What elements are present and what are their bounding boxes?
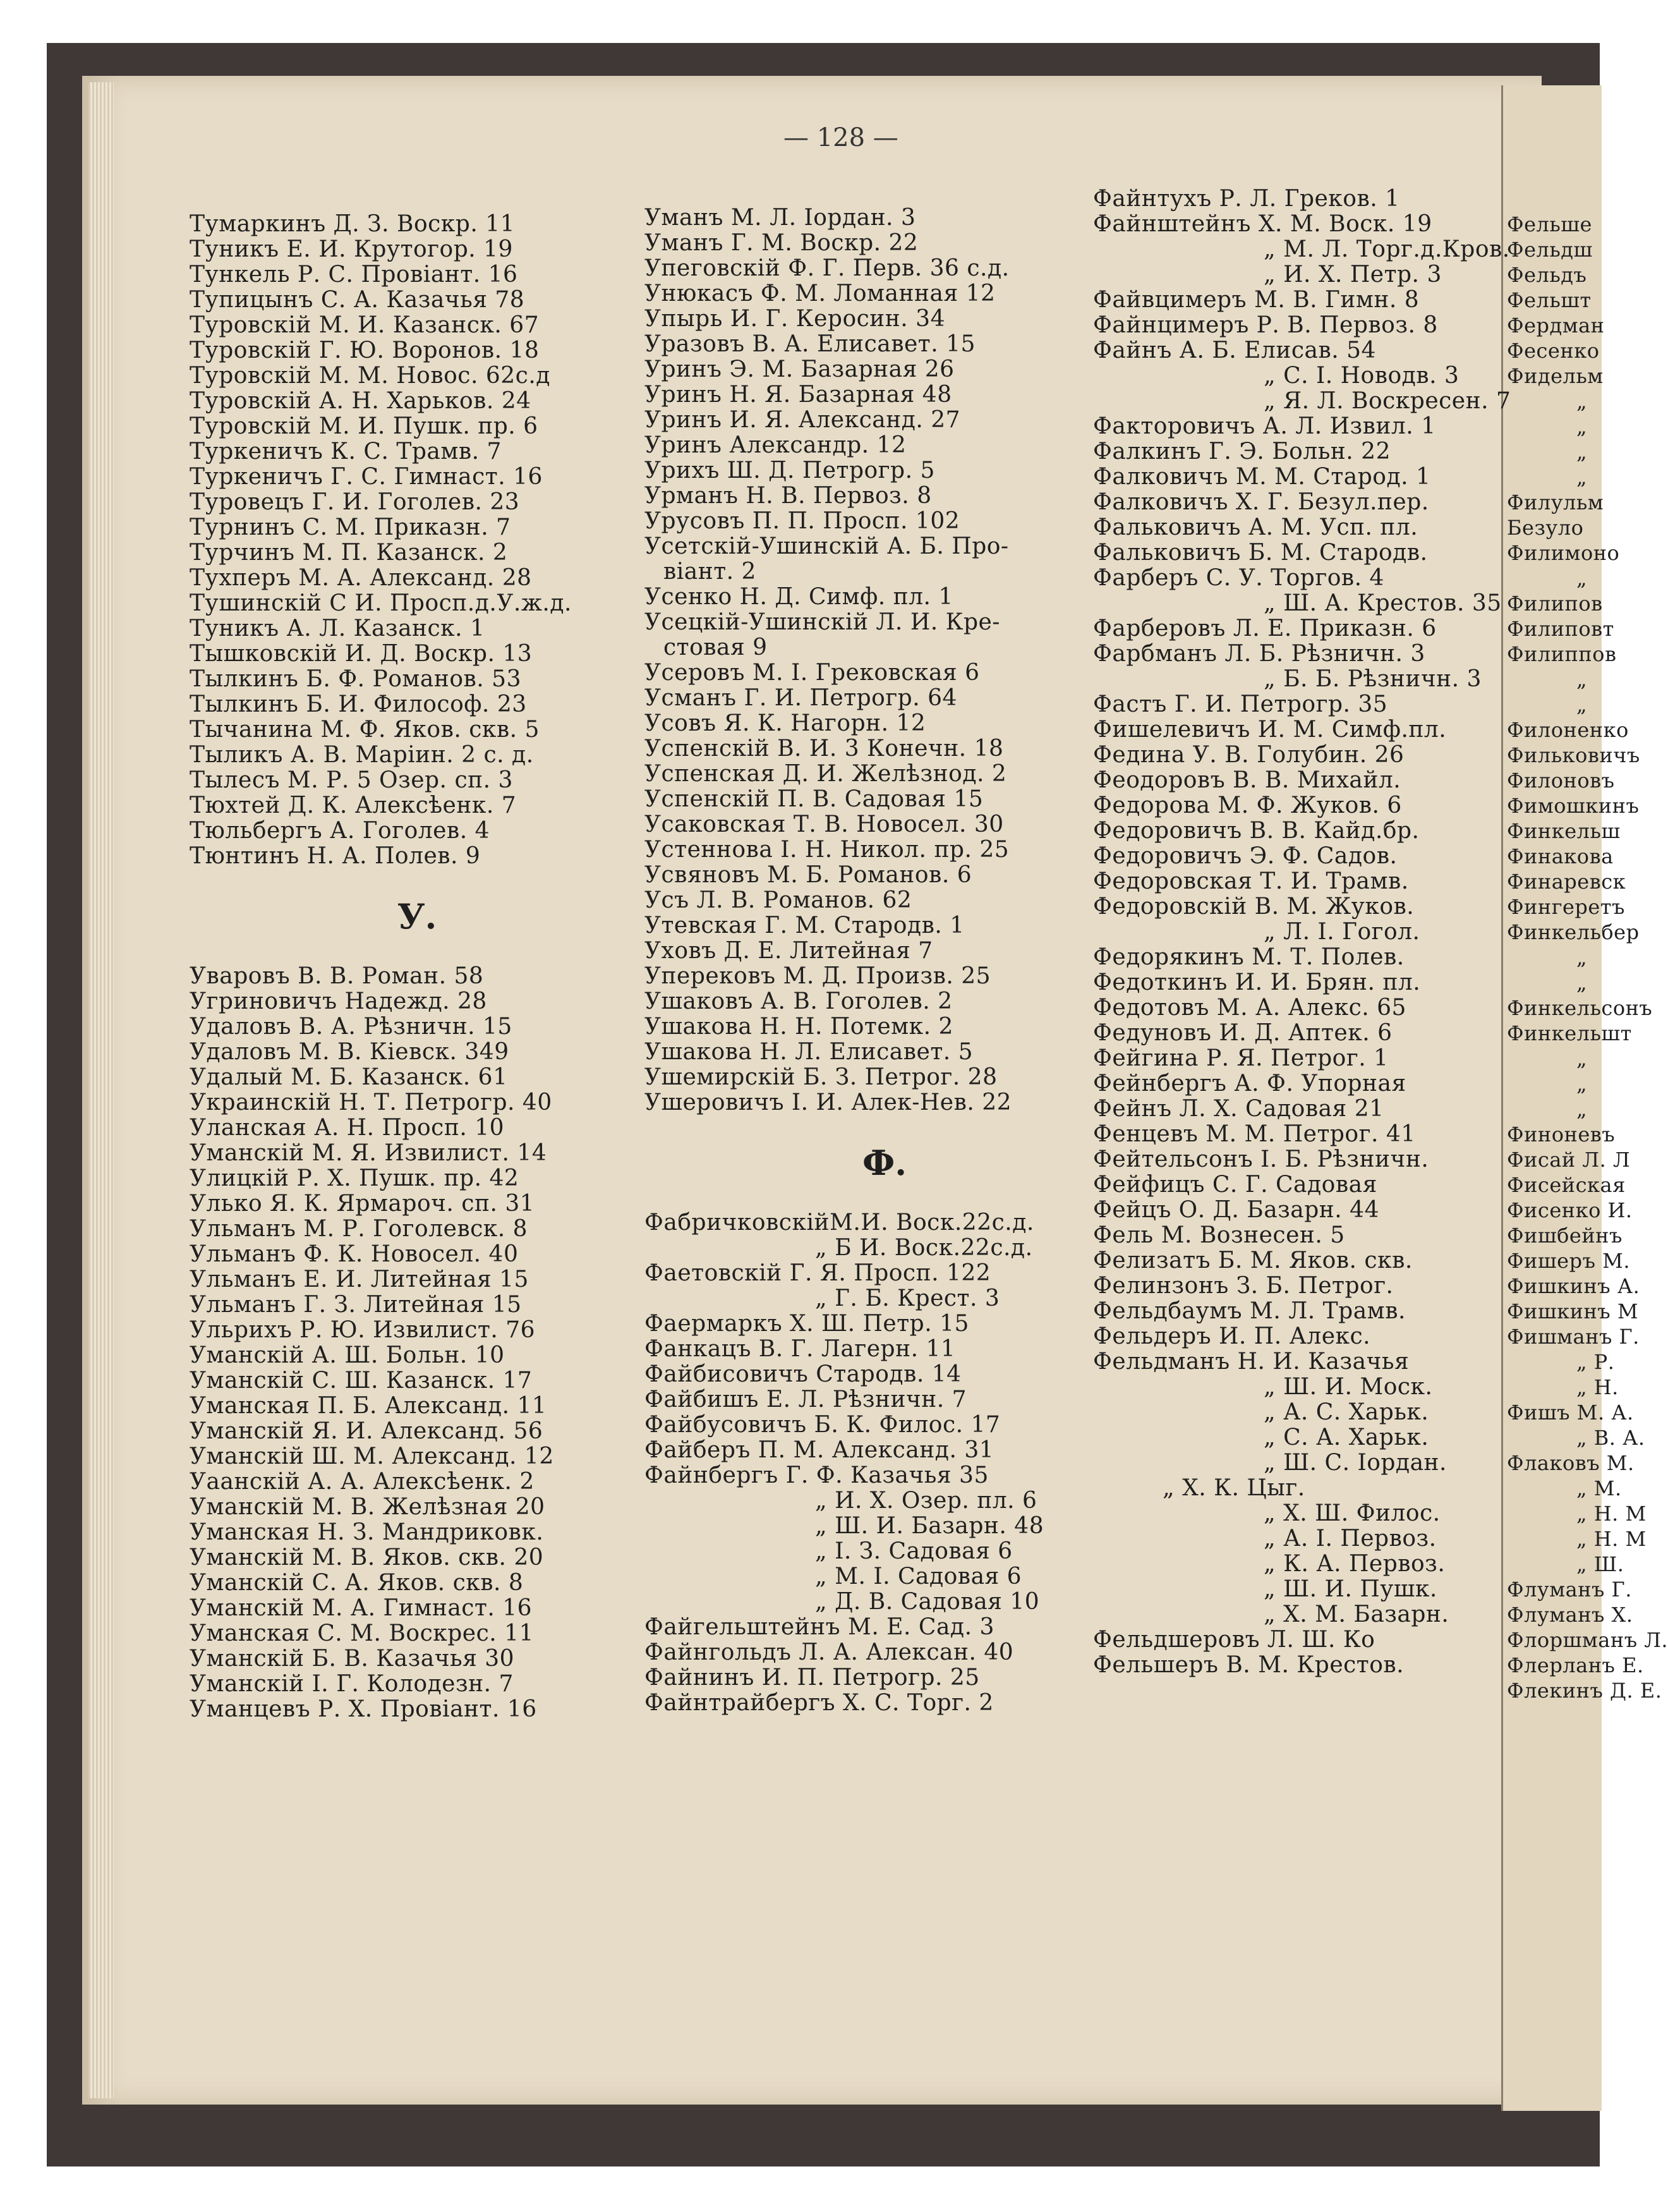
directory-entry: Фейтельсонъ І. Б. Рѣзничн. (1093, 1146, 1429, 1172)
directory-entry: Уланская А. Н. Просп. 10 (190, 1115, 505, 1141)
directory-entry: Фель М. Вознесен. 5 (1093, 1222, 1345, 1248)
directory-entry: Безуло (1507, 516, 1584, 540)
directory-entry: „ Р. (1576, 1350, 1615, 1374)
directory-entry: Ульманъ Е. И. Литейная 15 (190, 1267, 529, 1292)
column-2 (644, 205, 1125, 1716)
directory-entry: Фастъ Г. И. Петрогр. 35 (1093, 691, 1388, 717)
directory-entry: „ (1576, 566, 1588, 590)
directory-entry: „ (1576, 1097, 1588, 1121)
directory-entry: Уманскій С. А. Яков. скв. 8 (190, 1570, 524, 1596)
directory-entry: Фельше (1507, 212, 1592, 236)
directory-entry: Флуманъ Г. (1507, 1577, 1632, 1601)
directory-entry: Фельшеръ В. М. Крестов. (1093, 1652, 1405, 1678)
directory-entry: Упырь И. Г. Керосин. 34 (644, 306, 945, 332)
directory-entry: Фальковичъ Б. М. Стародв. (1093, 540, 1428, 566)
directory-entry: Фарберъ С. У. Торгов. 4 (1093, 565, 1384, 591)
directory-entry: Улицкій Р. Х. Пушк. пр. 42 (190, 1165, 519, 1191)
directory-entry: Файнъ А. Б. Елисав. 54 (1093, 337, 1376, 363)
directory-entry: Фалкинъ Г. Э. Больн. 22 (1093, 439, 1391, 465)
directory-entry: Фаермаркъ Х. Ш. Петр. 15 (644, 1311, 969, 1337)
directory-entry: Туровскій М. И. Казанск. 67 (190, 312, 540, 338)
directory-entry: Уманскій С. Ш. Казанск. 17 (190, 1368, 533, 1394)
directory-entry: „ Ш. И. Базарн. 48 (815, 1513, 1044, 1539)
directory-entry: Фишеръ М. (1507, 1249, 1631, 1273)
directory-entry: Фейгина Р. Я. Петрог. 1 (1093, 1045, 1389, 1071)
directory-entry: Урусовъ П. П. Просп. 102 (644, 508, 960, 534)
directory-entry: Файбусовичъ Б. К. Филос. 17 (644, 1412, 1001, 1438)
directory-entry: Фарберовъ Л. Е. Приказн. 6 (1093, 616, 1437, 641)
directory-entry: Уринъ Н. Я. Базарная 48 (644, 382, 952, 408)
directory-entry: „ М. І. Садовая 6 (815, 1564, 1022, 1589)
directory-entry: Ушеровичъ І. И. Алек-Нев. 22 (644, 1090, 1012, 1115)
directory-entry: Фанкацъ В. Г. Лагерн. 11 (644, 1336, 956, 1362)
directory-entry: Усецкій-Ушинскій Л. И. Кре- (644, 609, 1000, 635)
directory-entry: „ Ш. С. Іордан. (1264, 1450, 1447, 1476)
directory-entry: Успенскій П. В. Садовая 15 (644, 786, 984, 812)
page-number: — 128 — (783, 123, 898, 152)
directory-entry: Федорова М. Ф. Жуков. 6 (1093, 793, 1402, 818)
directory-entry: Усвяновъ М. Б. Романов. 6 (644, 862, 972, 888)
directory-entry: Филоненко (1507, 718, 1629, 742)
entries-f (644, 1210, 1125, 1716)
directory-entry: Уманская П. Б. Александ. 11 (190, 1393, 547, 1419)
directory-entry: Тюнтинъ Н. А. Полев. 9 (190, 843, 481, 869)
directory-entry: Уринъ Александр. 12 (644, 432, 907, 458)
directory-entry: „ Н. М (1576, 1502, 1647, 1526)
directory-entry: Удалый М. Б. Казанск. 61 (190, 1064, 508, 1090)
directory-entry: Ушаковъ А. В. Гоголев. 2 (644, 988, 953, 1014)
directory-entry: Усетскій-Ушинскій А. Б. Про- (644, 533, 1009, 559)
directory-entry: Филиповт (1507, 617, 1614, 641)
directory-entry: Фельдбаумъ М. Л. Трамв. (1093, 1298, 1406, 1324)
directory-entry: „ С. І. Новодв. 3 (1264, 363, 1460, 389)
directory-entry: Турнинъ С. М. Приказн. 7 (190, 514, 511, 540)
directory-entry: „ (1576, 440, 1588, 464)
directory-entry: Фальковичъ А. М. Усп. пл. (1093, 514, 1418, 540)
directory-entry: Фишелевичъ И. М. Симф.пл. (1093, 717, 1447, 743)
directory-entry: Тушинскій С И. Просп.д.У.ж.д. (190, 590, 572, 616)
directory-entry: Уманскій А. Ш. Больн. 10 (190, 1342, 505, 1368)
directory-entry: Федоровскій В. М. Жуков. (1093, 894, 1415, 920)
section-letter-f: Ф. (862, 1143, 907, 1183)
directory-entry: Уманскій І. Г. Колодезн. 7 (190, 1671, 514, 1697)
directory-entry: Финаревск (1507, 870, 1626, 894)
directory-entry: Флекинъ Д. Е. (1507, 1679, 1662, 1703)
directory-entry: Фейцъ О. Д. Базарн. 44 (1093, 1197, 1379, 1223)
directory-entry: Тылесъ М. Р. 5 Озер. сп. 3 (190, 767, 513, 793)
directory-entry: Фимошкинъ (1507, 794, 1640, 818)
directory-entry: Фишманъ Г. (1507, 1325, 1640, 1349)
directory-entry: Флаковъ М. (1507, 1451, 1635, 1475)
directory-entry: „ Б. Б. Рѣзничн. 3 (1264, 666, 1482, 692)
directory-entry: „ И. Х. Озер. пл. 6 (815, 1488, 1037, 1514)
directory-entry: Ушакова Н. Н. Потемк. 2 (644, 1014, 953, 1040)
directory-entry: Уманъ Г. М. Воскр. 22 (644, 230, 919, 256)
directory-entry: Фалковичъ Х. Г. Безул.пер. (1093, 489, 1429, 515)
directory-entry: „ Х. Ш. Филос. (1264, 1500, 1441, 1526)
directory-entry: Фейнбергъ А. Ф. Упорная (1093, 1071, 1406, 1097)
directory-entry: Тыликъ А. В. Маріин. 2 с. д. (190, 742, 534, 768)
directory-entry: Туровскій М. М. Новос. 62с.д (190, 363, 550, 389)
directory-entry: Тылкинъ Б. И. Философ. 23 (190, 691, 527, 717)
directory-entry: Тычанина М. Ф. Яков. скв. 5 (190, 717, 540, 743)
directory-entry: Тюхтей Д. К. Алексѣенк. 7 (190, 793, 517, 818)
directory-entry: Фельшт (1507, 288, 1592, 312)
directory-entry: Федоровская Т. И. Трамв. (1093, 868, 1409, 894)
directory-entry: „ А. І. Первоз. (1264, 1526, 1437, 1552)
directory-entry: „ Г. Б. Крест. 3 (815, 1285, 1000, 1311)
directory-entry: Федина У. В. Голубин. 26 (1093, 742, 1405, 768)
directory-entry: Уманская Н. З. Мандриковк. (190, 1519, 544, 1545)
directory-entry: Филипов (1507, 592, 1603, 616)
directory-entry: Федоровичъ Э. Ф. Садов. (1093, 843, 1398, 869)
directory-entry: „ Ш. А. Крестов. 35 (1264, 590, 1502, 616)
entries-u (190, 964, 644, 1722)
directory-entry: Фишбейнъ (1507, 1224, 1623, 1248)
directory-entry: Ульманъ Ф. К. Новосел. 40 (190, 1241, 519, 1267)
directory-entry: Урманъ Н. В. Первоз. 8 (644, 483, 932, 509)
directory-entry: Урихъ Ш. Д. Петрогр. 5 (644, 458, 935, 483)
directory-entry: Уманскій М. А. Гимнаст. 16 (190, 1595, 533, 1621)
entries-t (190, 212, 644, 869)
directory-entry: Ульманъ М. Р. Гоголевск. 8 (190, 1216, 528, 1242)
directory-entry: Фельдшеровъ Л. Ш. Ко (1093, 1627, 1375, 1653)
directory-entry: „ Н. (1576, 1375, 1619, 1399)
directory-entry: Тумаркинъ Д. З. Воскр. 11 (190, 211, 516, 237)
directory-entry: Фельдш (1507, 238, 1593, 262)
entries-f-continued (1093, 186, 1511, 1678)
directory-entry: Файнцимеръ Р. В. Первоз. 8 (1093, 312, 1438, 338)
directory-entry: „ (1576, 415, 1588, 439)
directory-entry: „ (1576, 465, 1588, 489)
directory-entry: Фельдеръ И. П. Алекс. (1093, 1323, 1371, 1349)
directory-entry: Федоткинъ И. И. Брян. пл. (1093, 969, 1421, 995)
column-3 (1093, 186, 1511, 1678)
directory-entry: Фейфицъ С. Г. Садовая (1093, 1172, 1377, 1198)
directory-entry: Тухперъ М. А. Александ. 28 (190, 565, 532, 591)
directory-entry: Фельдъ (1507, 263, 1587, 287)
directory-entry: Украинскій Н. Т. Петрогр. 40 (190, 1090, 552, 1115)
directory-entry: Удаловъ В. А. Рѣзничн. 15 (190, 1014, 512, 1040)
directory-entry: Файбисовичъ Стародв. 14 (644, 1361, 962, 1387)
directory-entry: Туровецъ Г. И. Гоголев. 23 (190, 489, 520, 515)
directory-entry: Файбишъ Е. Л. Рѣзничн. 7 (644, 1387, 967, 1413)
directory-entry: „ (1576, 667, 1588, 691)
directory-entry: „ Я. Л. Воскресен. 7 (1264, 388, 1511, 414)
directory-entry: Фисейская (1507, 1173, 1626, 1197)
directory-entry: Фарбманъ Л. Б. Рѣзничн. 3 (1093, 641, 1425, 667)
directory-entry: Тышковскій И. Д. Воскр. 13 (190, 641, 533, 667)
directory-entry: стовая 9 (663, 635, 768, 660)
directory-entry: Файнбергъ Г. Ф. Казачья 35 (644, 1462, 989, 1488)
directory-entry: Фишкинъ А. (1507, 1274, 1640, 1298)
directory-entry: Фалковичъ М. М. Старод. 1 (1093, 464, 1431, 490)
entries-u-continued (644, 205, 1125, 1115)
directory-entry: „ Ш. И. Пушк. (1264, 1576, 1437, 1602)
directory-entry: Файвцимеръ М. В. Гимн. 8 (1093, 287, 1420, 313)
directory-entry: Утевская Г. М. Стародв. 1 (644, 913, 965, 939)
directory-entry: Уманскій Я. И. Александ. 56 (190, 1418, 543, 1444)
directory-entry: „ Б И. Воск.22с.д. (815, 1235, 1033, 1261)
column-1 (190, 212, 644, 1722)
directory-entry: Фишъ М. А. (1507, 1401, 1634, 1425)
directory-entry: Тылкинъ Б. Ф. Романов. 53 (190, 666, 521, 692)
directory-entry: Филульм (1507, 490, 1604, 514)
directory-entry: „ Л. І. Гогол. (1264, 919, 1420, 945)
directory-entry: „ М. Л. Торг.д.Кров. (1264, 236, 1510, 262)
directory-entry: Фесенко (1507, 339, 1600, 363)
directory-entry: „ (1576, 693, 1588, 717)
directory-entry: „ (1576, 971, 1588, 995)
page-edge (88, 82, 114, 2098)
entries-next-page (1507, 212, 1668, 1703)
directory-entry: Тункель Р. С. Провіант. 16 (190, 262, 518, 288)
directory-entry: „ Н. М (1576, 1527, 1647, 1551)
directory-entry: Туникъ А. Л. Казанск. 1 (190, 616, 485, 641)
directory-entry: Туникъ Е. И. Крутогор. 19 (190, 236, 513, 262)
directory-entry: „ С. А. Харьк. (1264, 1425, 1429, 1450)
directory-entry: „ Ш. (1576, 1552, 1624, 1576)
directory-entry: „ Х. М. Базарн. (1264, 1601, 1449, 1627)
directory-entry: Фейнъ Л. Х. Садовая 21 (1093, 1096, 1384, 1122)
directory-entry: Уманскій М. В. Желѣзная 20 (190, 1494, 545, 1520)
directory-entry: Филимоно (1507, 541, 1620, 565)
directory-entry: Фингеретъ (1507, 895, 1625, 919)
directory-entry: Уаанскій А. А. Алексѣенк. 2 (190, 1469, 535, 1495)
directory-entry: Тюльбергъ А. Гоголев. 4 (190, 818, 490, 844)
directory-entry: „ К. А. Первоз. (1264, 1551, 1446, 1577)
directory-entry: Фаетовскій Г. Я. Просп. 122 (644, 1260, 991, 1286)
directory-entry: Филоновъ (1507, 769, 1615, 793)
directory-entry: Феодоровъ В. В. Михайл. (1093, 767, 1401, 793)
directory-entry: Усъ Л. В. Романов. 62 (644, 887, 912, 913)
directory-entry: Фисай Л. Л (1507, 1148, 1631, 1172)
directory-entry: Уманцевъ Р. Х. Провіант. 16 (190, 1696, 537, 1722)
directory-entry: Фельдманъ Н. И. Казачья (1093, 1349, 1410, 1375)
directory-entry: Фердман (1507, 313, 1605, 337)
directory-entry: Финоневъ (1507, 1122, 1616, 1146)
directory-entry: „ А. С. Харьк. (1264, 1399, 1429, 1425)
directory-entry: ФабричковскійМ.И. Воск.22с.д. (644, 1210, 1034, 1236)
directory-entry: Усовъ Я. К. Нагорн. 12 (644, 710, 926, 736)
directory-entry: Финкельсонъ (1507, 996, 1653, 1020)
directory-entry: Уховъ Д. Е. Литейная 7 (644, 938, 933, 964)
directory-entry: „ И. Х. Петр. 3 (1264, 262, 1442, 288)
directory-entry: Фишкинъ М (1507, 1299, 1639, 1323)
directory-entry: Фильковичъ (1507, 743, 1640, 767)
directory-entry: Фидельм (1507, 364, 1604, 388)
directory-entry: Файберъ П. М. Александ. 31 (644, 1437, 994, 1463)
directory-entry: Уринъ И. Я. Александ. 27 (644, 407, 961, 433)
directory-entry: Уваровъ В. В. Роман. 58 (190, 963, 484, 989)
directory-entry: „ (1576, 389, 1588, 413)
directory-entry: Турчинъ М. П. Казанск. 2 (190, 540, 508, 566)
directory-entry: Фенцевъ М. М. Петрог. 41 (1093, 1121, 1416, 1147)
directory-entry: Фелизатъ Б. М. Яков. скв. (1093, 1248, 1413, 1273)
directory-entry: Угриновичъ Надежд. 28 (190, 988, 487, 1014)
directory-entry: віант. 2 (663, 559, 756, 585)
directory-entry: Успенскій В. И. 3 Конечн. 18 (644, 736, 1004, 762)
directory-entry: Уманская С. М. Воскрес. 11 (190, 1620, 534, 1646)
directory-entry: Федоровичъ В. В. Кайд.бр. (1093, 818, 1420, 844)
directory-entry: Финкельбер (1507, 920, 1640, 944)
directory-entry: Усенко Н. Д. Симф. пл. 1 (644, 584, 953, 610)
directory-entry: Ушакова Н. Л. Елисавет. 5 (644, 1039, 974, 1065)
directory-entry: Уманъ М. Л. Іордан. 3 (644, 205, 916, 231)
directory-entry: Федорякинъ М. Т. Полев. (1093, 944, 1405, 970)
directory-entry: Ульманъ Г. З. Литейная 15 (190, 1292, 522, 1318)
directory-entry: Файнтухъ Р. Л. Греков. 1 (1093, 186, 1400, 212)
directory-entry: Флерланъ Е. (1507, 1653, 1644, 1677)
directory-entry: „ (1576, 945, 1588, 969)
directory-entry: Уманскій Б. В. Казачья 30 (190, 1646, 515, 1672)
directory-entry: Флоршманъ Л. (1507, 1628, 1668, 1652)
directory-entry: Финкельшт (1507, 1021, 1632, 1045)
directory-entry: Федуновъ И. Д. Аптек. 6 (1093, 1020, 1393, 1046)
directory-entry: Уманскій М. В. Яков. скв. 20 (190, 1545, 544, 1571)
directory-entry: Файнгольдъ Л. А. Алексан. 40 (644, 1639, 1014, 1665)
directory-entry: Успенская Д. И. Желѣзнод. 2 (644, 761, 1007, 787)
directory-entry: Улько Я. К. Ярмароч. сп. 31 (190, 1191, 535, 1217)
section-letter-u: У. (397, 896, 437, 937)
directory-entry: Усаковская Т. В. Новосел. 30 (644, 811, 1004, 837)
directory-entry: Усманъ Г. И. Петрогр. 64 (644, 685, 957, 711)
directory-entry: Фелинзонъ З. Б. Петрог. (1093, 1273, 1394, 1299)
directory-entry: „ Ш. И. Моск. (1264, 1374, 1433, 1400)
directory-entry: „ В. А. (1576, 1426, 1645, 1450)
directory-entry: Ульрихъ Р. Ю. Извилист. 76 (190, 1317, 536, 1343)
directory-entry: „ І. З. Садовая 6 (815, 1538, 1013, 1564)
directory-entry: Туровскій А. Н. Харьков. 24 (190, 388, 531, 414)
directory-entry: „ (1576, 1047, 1588, 1071)
directory-entry: Финакова (1507, 844, 1614, 868)
directory-entry: Факторовичъ А. Л. Извил. 1 (1093, 413, 1436, 439)
directory-entry: Уринъ Э. М. Базарная 26 (644, 356, 955, 382)
column-4-partial (1507, 212, 1668, 1703)
directory-entry: „ (1576, 1072, 1588, 1096)
directory-entry: Файнинъ И. П. Петрогр. 25 (644, 1665, 980, 1691)
directory-entry: Уразовъ В. А. Елисавет. 15 (644, 331, 976, 357)
directory-entry: Усеровъ М. І. Грековская 6 (644, 660, 980, 686)
directory-entry: Туркеничъ К. С. Трамв. 7 (190, 439, 502, 465)
directory-entry: Файнштейнъ Х. М. Воск. 19 (1093, 211, 1432, 237)
directory-entry: „ Х. К. Цыг. (1163, 1475, 1305, 1501)
directory-entry: Унюкасъ Ф. М. Ломанная 12 (644, 281, 996, 307)
directory-entry: Устеннова І. Н. Никол. пр. 25 (644, 837, 1010, 863)
directory-entry: „ М. (1576, 1476, 1622, 1500)
directory-entry: Уманскій Ш. М. Александ. 12 (190, 1443, 554, 1469)
directory-entry: Туровскій Г. Ю. Воронов. 18 (190, 337, 540, 363)
directory-entry: Туровскій М. И. Пушк. пр. 6 (190, 413, 538, 439)
directory-entry: Тупицынъ С. А. Казачья 78 (190, 287, 525, 313)
directory-entry: Удаловъ М. В. Кіевск. 349 (190, 1039, 509, 1065)
directory-entry: Уперековъ М. Д. Произв. 25 (644, 963, 991, 989)
directory-entry: Упеговскій Ф. Г. Перв. 36 с.д. (644, 255, 1010, 281)
directory-entry: Уманскій М. Я. Извилист. 14 (190, 1140, 547, 1166)
directory-entry: Флуманъ Х. (1507, 1603, 1633, 1627)
directory-entry: Фисенко И. (1507, 1198, 1633, 1222)
directory-entry: Финкельш (1507, 819, 1621, 843)
directory-entry: Файнтрайбергъ Х. С. Торг. 2 (644, 1690, 994, 1716)
directory-entry: „ Д. В. Садовая 10 (815, 1589, 1040, 1615)
directory-entry: Федотовъ М. А. Алекс. 65 (1093, 995, 1406, 1021)
directory-entry: Ушемирскій Б. З. Петрог. 28 (644, 1064, 998, 1090)
directory-entry: Туркеничъ Г. С. Гимнаст. 16 (190, 464, 543, 490)
directory-entry: Файгельштейнъ М. Е. Сад. 3 (644, 1614, 994, 1640)
directory-entry: Филиппов (1507, 642, 1617, 666)
